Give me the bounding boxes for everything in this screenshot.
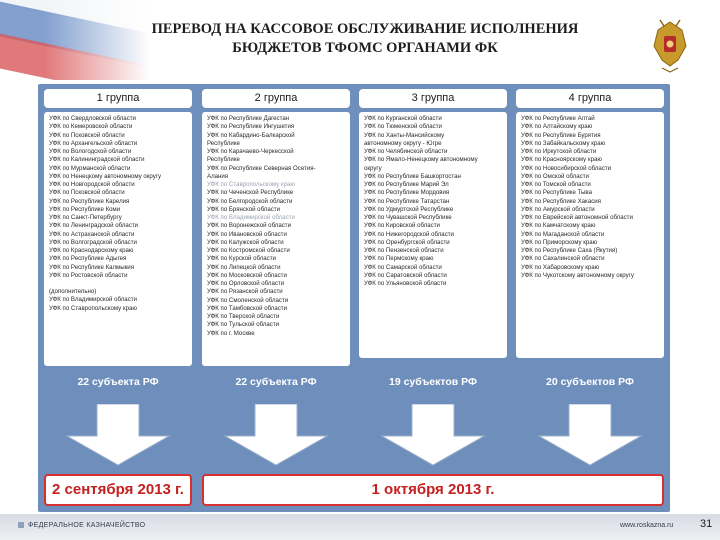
list-item: УФК по Чеченской Республике: [207, 189, 294, 197]
list-item: УФК по Республике Бурятия: [521, 131, 601, 139]
list-item: УФК по Республике Хакасия: [521, 197, 601, 205]
list-item: УФК по Томской области: [521, 181, 591, 188]
list-item: Республике: [207, 139, 240, 147]
arrow-down-icon: [223, 404, 329, 466]
list-item: УФК по Республике Тыва: [521, 189, 592, 197]
title-line-2: БЮДЖЕТОВ ТФОМС ОРГАНАМИ ФК: [232, 40, 498, 56]
list-item: УФК по Тульской области: [207, 321, 280, 329]
list-item: УФК по Ставропольскому краю: [49, 304, 137, 312]
list-item: УФК по Иркутской области: [521, 148, 597, 155]
list-item: УФК по Тюменской области: [364, 123, 442, 131]
list-item: УФК по Брянской области: [207, 205, 280, 213]
group-4-header: 4 группа: [516, 89, 664, 108]
list-item: УФК по Пермскому краю: [364, 255, 434, 263]
list-item: УФК по Астраханской области: [49, 230, 135, 238]
list-item: УФК по Омской области: [521, 172, 589, 180]
list-item: Республике: [207, 156, 240, 164]
group-2-count: 22 субъекта РФ: [235, 376, 317, 388]
list-item: УФК по Тамбовской области: [207, 304, 287, 312]
list-item: Алания: [207, 172, 229, 180]
list-item: УФК по Воронежской области: [207, 222, 291, 230]
list-item: УФК по Кемеровской области: [49, 123, 133, 131]
list-item: УФК по Ульяновской области: [364, 280, 447, 287]
list-item: УФК по Ивановской области: [207, 230, 287, 238]
list-item: УФК по Калининградской области: [49, 156, 145, 164]
footer-organization-text: ФЕДЕРАЛЬНОЕ КАЗНАЧЕЙСТВО: [28, 522, 146, 529]
list-item: УФК по Курганской области: [364, 115, 442, 122]
list-item: УФК по Санкт-Петербургу: [49, 214, 122, 221]
group-1-header: 1 группа: [44, 89, 192, 108]
list-item: УФК по Костромской области: [207, 247, 290, 254]
list-item: УФК по Республике Ингушетия: [207, 123, 295, 131]
date-second-stage: 1 октября 2013 г.: [202, 474, 664, 506]
treasury-logo-icon: [18, 522, 24, 528]
list-item: УФК по Оренбургской области: [364, 238, 450, 246]
list-item: УФК по Вологодской области: [49, 148, 132, 155]
group-1-list: [44, 112, 192, 366]
group-3-header: 3 группа: [359, 89, 507, 108]
arrow-down-icon: [65, 404, 171, 466]
list-item: УФК по Республике Дагестан: [207, 115, 290, 122]
list-item: УФК по Белгородской области: [207, 197, 293, 205]
arrow-down-icon: [380, 404, 486, 466]
list-item: УФК по Архангельской области: [49, 139, 138, 147]
list-item: УФК по Смоленской области: [207, 296, 289, 304]
group-4-count: 20 субъектов РФ: [546, 376, 634, 388]
title-line-1: ПЕРЕВОД НА КАССОВОЕ ОБСЛУЖИВАНИЕ ИСПОЛНЕНИЯ: [151, 21, 579, 37]
group-1-count: 22 субъекта РФ: [77, 376, 159, 388]
list-item: УФК по Орловской области: [207, 280, 285, 287]
list-item: автономному округу - Югре: [364, 139, 442, 147]
list-item: УФК по Новгородской области: [49, 181, 135, 188]
list-item: УФК по Республике Башкортостан: [364, 172, 461, 180]
list-item: УФК по Ленинградской области: [49, 222, 139, 230]
list-item: УФК по Рязанской области: [207, 288, 283, 296]
list-item: УФК по Волгоградской области: [49, 238, 137, 246]
list-item: УФК по Саратовской области: [364, 271, 447, 279]
list-item: УФК по Приморскому краю: [521, 238, 598, 246]
list-item: УФК по Республике Калмыкия: [49, 263, 134, 271]
footer-website-link[interactable]: www.roskazna.ru: [620, 522, 674, 529]
list-item: УФК по Хабаровскому краю: [521, 263, 600, 271]
group-2-list: [202, 112, 350, 366]
list-item: УФК по Республике Татарстан: [364, 197, 450, 205]
list-item: УФК по Пензенской области: [364, 247, 444, 254]
list-item: УФК по Республике Северная Осетия-: [207, 164, 316, 172]
list-item: УФК по Республике Адыгея: [49, 255, 127, 263]
list-item: УФК по Владимирской области: [207, 214, 295, 221]
list-item: УФК по Республике Карелия: [49, 197, 130, 205]
russian-flag-decoration: [0, 0, 150, 80]
group-4-list: [516, 112, 664, 358]
list-item: УФК по Ростовской области: [49, 271, 128, 279]
list-item: УФК по Чукотскому автономному округу: [521, 271, 634, 279]
list-item: УФК по Амурской области: [521, 205, 595, 213]
group-3-list: [359, 112, 507, 358]
list-item: УФК по Республике Саха (Якутия): [521, 247, 618, 254]
treasury-emblem-icon: [648, 16, 692, 74]
list-item: УФК по Тверской области: [207, 313, 280, 320]
list-item: УФК по Ненецкому автономному округу: [49, 172, 162, 180]
list-item: УФК по Удмуртской Республике: [364, 205, 454, 213]
date-first-stage: 2 сентября 2013 г.: [44, 474, 192, 506]
list-item: УФК по Ханты-Мансийскому: [364, 131, 445, 139]
list-item: УФК по Липецкой области: [207, 263, 281, 271]
list-item: УФК по Карачаево-Черкесской: [207, 148, 294, 155]
list-item: УФК по Нижегородской области: [364, 230, 454, 238]
list-item: УФК по Владимирской области: [49, 296, 137, 304]
list-item: УФК по Новосибирской области: [521, 164, 612, 172]
list-item: УФК по Еврейской автономной области: [521, 214, 633, 221]
list-item: УФК по Республике Марий Эл: [364, 181, 449, 188]
list-item: УФК по Ставропольскому краю: [207, 181, 295, 188]
list-item: УФК по г. Москве: [207, 329, 255, 337]
list-item: УФК по Курской области: [207, 255, 276, 263]
list-item: УФК по Свердловской области: [49, 115, 136, 122]
footer-organization: [18, 522, 145, 529]
list-item: округу: [364, 164, 382, 172]
page-number: 31: [700, 518, 713, 530]
list-item: УФК по Самарской области: [364, 263, 442, 271]
list-item: УФК по Краснодарскому краю: [49, 247, 134, 254]
list-item: УФК по Забайкальскому краю: [521, 139, 606, 147]
list-item: УФК по Республике Алтай: [521, 115, 595, 122]
list-item: УФК по Республике Мордовия: [364, 189, 450, 197]
list-item: УФК по Сахалинской области: [521, 255, 605, 263]
list-item: УФК по Кабардино-Балкарской: [207, 131, 295, 139]
list-item: УФК по Псковской области: [49, 189, 125, 197]
list-item: УФК по Красноярскому краю: [521, 156, 602, 164]
list-item: УФК по Московской области: [207, 271, 287, 279]
group-2-header: 2 группа: [202, 89, 350, 108]
list-item: УФК по Алтайскому краю: [521, 123, 593, 131]
list-item: УФК по Камчатскому краю: [521, 222, 596, 230]
group-3-count: 19 субъектов РФ: [389, 376, 477, 388]
list-item: УФК по Магаданской области: [521, 230, 605, 238]
list-item: УФК по Калужской области: [207, 238, 284, 246]
list-item: УФК по Чувашской Республике: [364, 214, 452, 221]
list-item: УФК по Челябинской области: [364, 148, 448, 155]
list-item: УФК по Республике Коми: [49, 205, 121, 213]
list-item: УФК по Кировской области: [364, 222, 440, 230]
list-subheading: (дополнительно): [49, 288, 97, 295]
page-title: [130, 20, 600, 58]
list-item: УФК по Мурманской области: [49, 164, 131, 172]
list-item: УФК по Ямало-Ненецкому автономному: [364, 156, 478, 164]
arrow-down-icon: [537, 404, 643, 466]
list-item: УФК по Псковской области: [49, 131, 125, 139]
